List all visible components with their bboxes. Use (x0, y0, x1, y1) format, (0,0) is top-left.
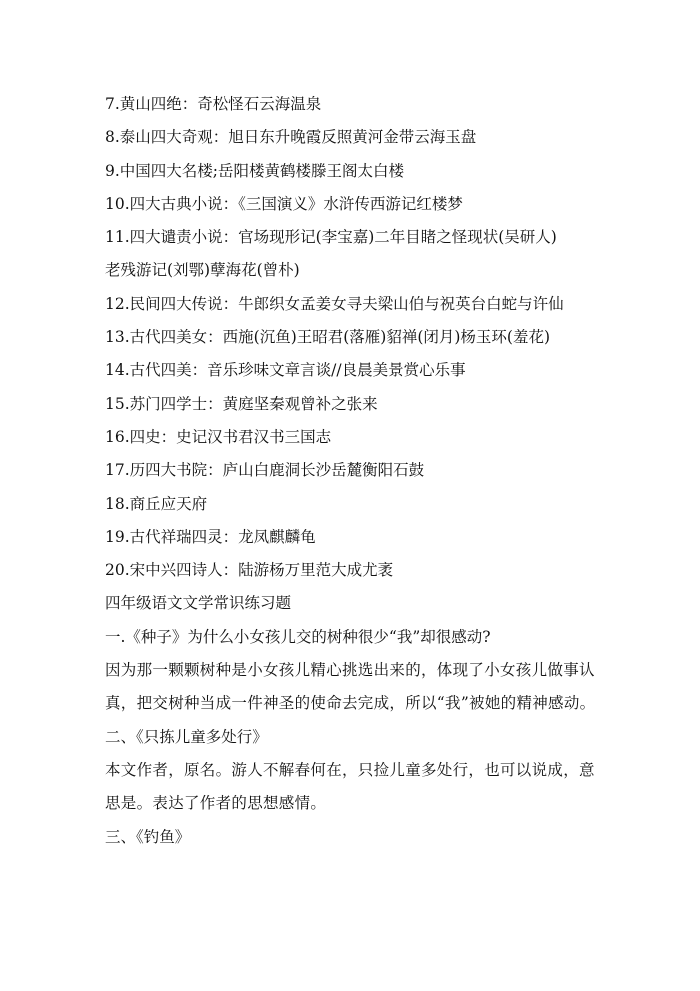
text-line: 16.四史：史记汉书君汉书三国志 (105, 427, 332, 446)
text-line: 11.四大谴责小说：官场现形记(李宝嘉)二年目睹之怪现状(吴研人) (105, 228, 557, 247)
answer-paragraph: 本文作者，原名。游人不解春何在，只捡儿童多处行，也可以说成，意思是。表达了作者的思想感情。 (105, 760, 595, 813)
text-line: 19.古代祥瑞四灵：龙凤麒麟龟 (105, 527, 316, 546)
text-line: 9.中国四大名楼;岳阳楼黄鹤楼滕王阁太白楼 (105, 161, 405, 180)
section-title: 四年级语文文学常识练习题 (105, 594, 292, 613)
text-line: 17.历四大书院：庐山白鹿洞长沙岳麓衡阳石鼓 (105, 461, 425, 480)
text-line: 20.宋中兴四诗人：陆游杨万里范大成尤袤 (105, 561, 394, 580)
text-line: 13.古代四美女：西施(沉鱼)王昭君(落雁)貂禅(闭月)杨玉环(羞花) (105, 328, 551, 347)
text-line: 18.商丘应天府 (105, 494, 208, 513)
text-line: 14.古代四美：音乐珍味文章言谈//良晨美景赏心乐事 (105, 361, 466, 380)
text-line: 12.民间四大传说：牛郎织女孟姜女寻夫梁山伯与祝英台白蛇与许仙 (105, 294, 564, 313)
text-line: 10.四大古典小说：《三国演义》水浒传西游记红楼梦 (105, 194, 463, 213)
text-line: 8.泰山四大奇观：旭日东升晚霞反照黄河金带云海玉盘 (105, 128, 477, 147)
text-line: 老残游记(刘鄂)孽海花(曾朴) (105, 261, 300, 280)
question-line: 二、《只拣儿童多处行》 (105, 727, 268, 746)
question-line: 一.《种子》为什么小女孩儿交的树种很少“我”却很感动? (105, 627, 491, 646)
text-line: 15.苏门四学士：黄庭坚秦观曾补之张来 (105, 394, 378, 413)
answer-paragraph: 因为那一颗颗树种是小女孩儿精心挑选出来的，体现了小女孩儿做事认真，把交树种当成一件神圣的使命去完成，所以“我”被她的精神感动。 (105, 661, 596, 713)
text-line: 7.黄山四绝：奇松怪石云海温泉 (105, 95, 322, 113)
document-page (105, 88, 605, 854)
question-line: 三、《钓鱼》 (105, 827, 191, 846)
